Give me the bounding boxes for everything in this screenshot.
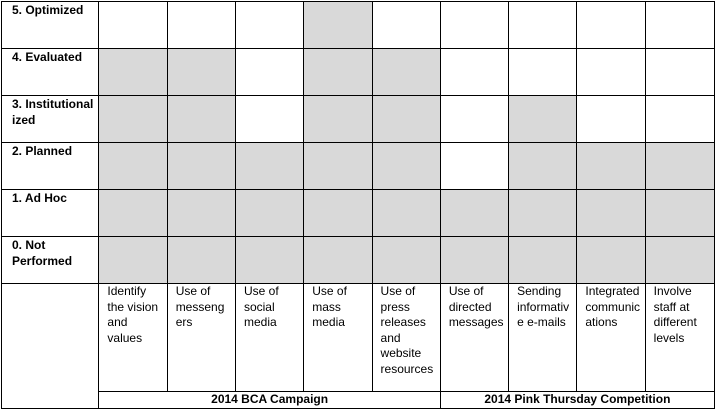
activity-row [2,284,715,392]
level-row [2,237,715,284]
matrix-cell [645,49,714,96]
matrix-cell [509,96,577,143]
matrix-cell [509,49,577,96]
matrix-cell [577,2,645,49]
matrix-cell [372,190,440,237]
level-row [2,190,715,237]
level-label: 1. Ad Hoc [2,190,99,237]
matrix-cell [304,143,372,190]
level-row [2,96,715,143]
matrix-cell [235,237,303,284]
matrix-cell [577,49,645,96]
matrix-cell [372,2,440,49]
level-row [2,2,715,49]
level-label: 4. Evaluated [2,49,99,96]
level-label: 3. Institutionalized [2,96,99,143]
matrix-cell [440,143,508,190]
level-row [2,143,715,190]
matrix-cell [99,2,167,49]
level-label: 0. Not Performed [2,237,99,284]
matrix-cell [235,143,303,190]
activity-label: Use of directed messages [440,284,508,392]
matrix-cell [645,190,714,237]
matrix-cell [99,190,167,237]
matrix-cell [645,237,714,284]
activity-corner-cell [2,284,99,409]
activity-label: Involve staff at different levels [645,284,714,392]
matrix-cell [99,96,167,143]
activity-label: Use of messengers [167,284,235,392]
matrix-cell [577,143,645,190]
matrix-cell [577,190,645,237]
matrix-cell [440,2,508,49]
matrix-cell [167,49,235,96]
level-label: 5. Optimized [2,2,99,49]
matrix-cell [509,237,577,284]
matrix-cell [304,49,372,96]
matrix-cell [440,49,508,96]
matrix-cell [235,190,303,237]
activity-label: Identify the vision and values [99,284,167,392]
matrix-cell [645,96,714,143]
matrix-cell [99,143,167,190]
matrix-cell [577,237,645,284]
matrix-cell [235,2,303,49]
matrix-cell [645,2,714,49]
matrix-cell [645,143,714,190]
matrix-cell [99,49,167,96]
matrix-cell [304,237,372,284]
matrix-cell [509,143,577,190]
activity-label: Use of press releases and website resources [372,284,440,392]
matrix-cell [235,49,303,96]
matrix-cell [167,143,235,190]
matrix-cell [167,237,235,284]
activity-label: Use of social media [235,284,303,392]
activity-label: Integrated communications [577,284,645,392]
matrix-cell [372,49,440,96]
matrix-cell [235,96,303,143]
maturity-matrix-table [1,1,715,409]
campaign-label-pink: 2014 Pink Thursday Competition [440,392,714,409]
matrix-cell [440,96,508,143]
matrix-cell [167,96,235,143]
matrix-cell [99,237,167,284]
matrix-cell [372,237,440,284]
matrix-cell [577,96,645,143]
campaign-row [2,392,715,409]
activity-label: Use of mass media [304,284,372,392]
level-row [2,49,715,96]
matrix-cell [304,190,372,237]
matrix-cell [509,190,577,237]
campaign-label-bca: 2014 BCA Campaign [99,392,440,409]
activity-label: Sending informative e-mails [509,284,577,392]
matrix-cell [304,2,372,49]
level-label: 2. Planned [2,143,99,190]
matrix-cell [167,190,235,237]
matrix-cell [372,96,440,143]
matrix-cell [440,190,508,237]
matrix-cell [304,96,372,143]
level-rows [2,2,715,409]
matrix-cell [509,2,577,49]
matrix-cell [440,237,508,284]
matrix-cell [372,143,440,190]
matrix-cell [167,2,235,49]
